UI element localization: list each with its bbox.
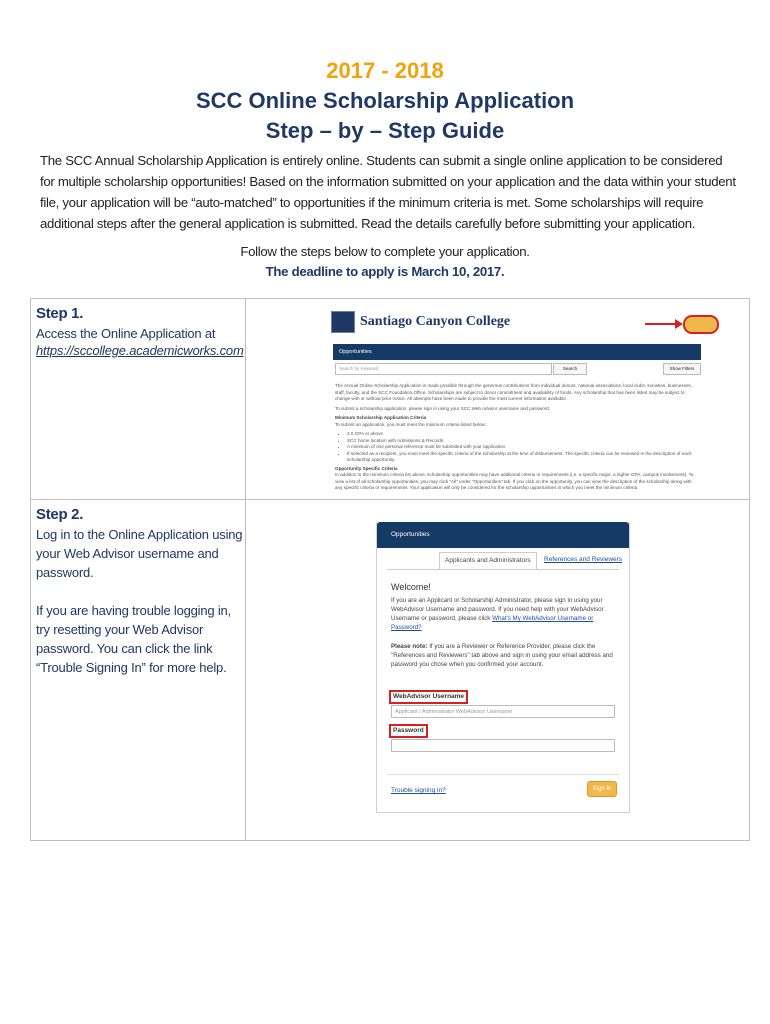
criteria-heading: Minimum Scholarship Application Criteria (335, 415, 427, 420)
opportunities-text (335, 383, 697, 495)
step-1-cell (31, 299, 246, 500)
para-3: To submit an application, you must meet the minimum criteria listed below: (335, 421, 487, 427)
steps-table (30, 298, 750, 841)
search-button[interactable]: Search (553, 363, 587, 375)
username-label: WebAdvisor Username (389, 690, 468, 704)
college-seal-icon (331, 311, 355, 333)
criteria-item: • SCC home location with Admissions & Records (347, 438, 697, 445)
step-1-screenshot-cell (246, 299, 750, 500)
page-title: SCC Online Scholarship Application (195, 88, 575, 113)
deadline-text: The deadline to apply is March 10, 2017. (265, 264, 505, 279)
pointer-arrow-icon (645, 323, 679, 325)
intro-paragraph: The SCC Annual Scholarship Application is entirely online. Students can submit a single online application to be considered for multiple scholarship opportunities! Based on the information submitted on your application and the data within your student file, your application will be “auto-matched” to opportunities if the minimum criteria is met. Some scholarships will require additional steps after the general application is submitted. Read the details carefully before submitting your application. (40, 153, 736, 231)
welcome-text (391, 596, 619, 632)
year-heading: 2017 - 2018 (326, 58, 444, 83)
sign-in-button[interactable]: Sign In (587, 781, 617, 797)
criteria-item: • A minimum of one personal reference must be submitted with your application (347, 444, 697, 451)
show-filters-button[interactable]: Show Filters (663, 363, 701, 375)
username-input[interactable]: Applicant / Administrator WebAdvisor Username (391, 705, 615, 718)
para-2: To submit a scholarship application, please sign in using your SCC Web Advisor username and password. (335, 405, 551, 411)
password-input[interactable] (391, 739, 615, 752)
step-1-title: Step 1. (36, 305, 84, 322)
sign-in-highlight[interactable] (683, 315, 719, 334)
divider (387, 569, 619, 570)
step-2-screenshot (376, 522, 630, 813)
arrowhead-icon (675, 319, 683, 329)
specific-heading: Opportunity Specific Criteria (335, 465, 398, 471)
password-label: Password (389, 724, 428, 738)
note-text (391, 642, 619, 669)
para-1: The Annual Online Scholarship Application is made possible through the generous contributions from individual donors, national associations, local clubs, societies, businesses, staff, faculty, and the SCC Foundation Office. Scholarships are subject to donor commitment and availability of funds. Any scholarship that has been listed may be subject to change with or without prior notice. All attempts have been made to provide the most current information available. (335, 383, 692, 401)
opportunities-bar: Opportunities (333, 344, 701, 360)
tab-references[interactable]: References and Reviewers (544, 556, 623, 563)
tab-applicants[interactable]: Applicants and Administrators (439, 552, 537, 570)
trouble-signing-in-link[interactable]: Trouble signing in? (391, 787, 446, 794)
note-body: If you are a Reviewer or Reference Provider, please click the "References and Reviewers" tab above and sign in using your email address and password you chose when you confirmed your account. (391, 643, 613, 668)
welcome-body: If you are an Applicant or Scholarship Administrator, please sign in using your WebAdvisor Username and password. If you need help with your WebAdvisor Username or password, please click (391, 597, 604, 622)
page-subtitle: Step – by – Step Guide (265, 118, 505, 143)
step-row-2 (31, 500, 750, 841)
step-row-1 (31, 299, 750, 500)
step-2-desc: Log in to the Online Application using your Web Advisor username and password. (36, 527, 243, 580)
step-2-cell (31, 500, 246, 841)
step-2-screenshot-cell (246, 500, 750, 841)
search-input[interactable]: Search by Keyword (335, 363, 552, 375)
criteria-list (335, 431, 697, 464)
application-link[interactable]: https://sccollege.academicworks.com (36, 343, 244, 358)
username-help-link[interactable]: What's My WebAdvisor Username or Password? (391, 615, 594, 631)
opportunities-bar: Opportunities (377, 522, 629, 548)
step-1-screenshot (331, 307, 701, 497)
step-2-help: If you are having trouble logging in, try resetting your Web Advisor password. You can click the link “Trouble Signing In” for more help. (36, 603, 231, 675)
college-name: Santiago Canyon College (360, 314, 511, 329)
college-logo (331, 311, 510, 333)
para-4: In addition to the minimum criteria list above, scholarship opportunities may have additional criteria or requirements (i.e. a specific major, a higher GPA, campus involvement). To view a list of all scholarship opportunities, you may click "All" under "Opportunities" tab. If you click on the opportunity, you can view the description of the scholarship along with any specific criteria or requirements. Your application will only be considered for the scholarship opportunities in which you meet the minimum criteria. (335, 472, 694, 490)
search-row (335, 363, 701, 375)
criteria-item: • If selected as a recipient, you must meet the specific criteria of the scholarship at the time of disbursement. The specific criteria can be reviewed in the description of each scholarship opportunity. (347, 451, 697, 464)
welcome-heading: Welcome! (391, 582, 431, 592)
criteria-item: • 2.0 GPA or above (347, 431, 697, 438)
note-label: Please note: (391, 643, 428, 650)
follow-text: Follow the steps below to complete your application. (240, 244, 530, 259)
step-1-desc: Access the Online Application at (36, 326, 216, 341)
step-2-title: Step 2. (36, 506, 84, 523)
divider (387, 774, 619, 775)
